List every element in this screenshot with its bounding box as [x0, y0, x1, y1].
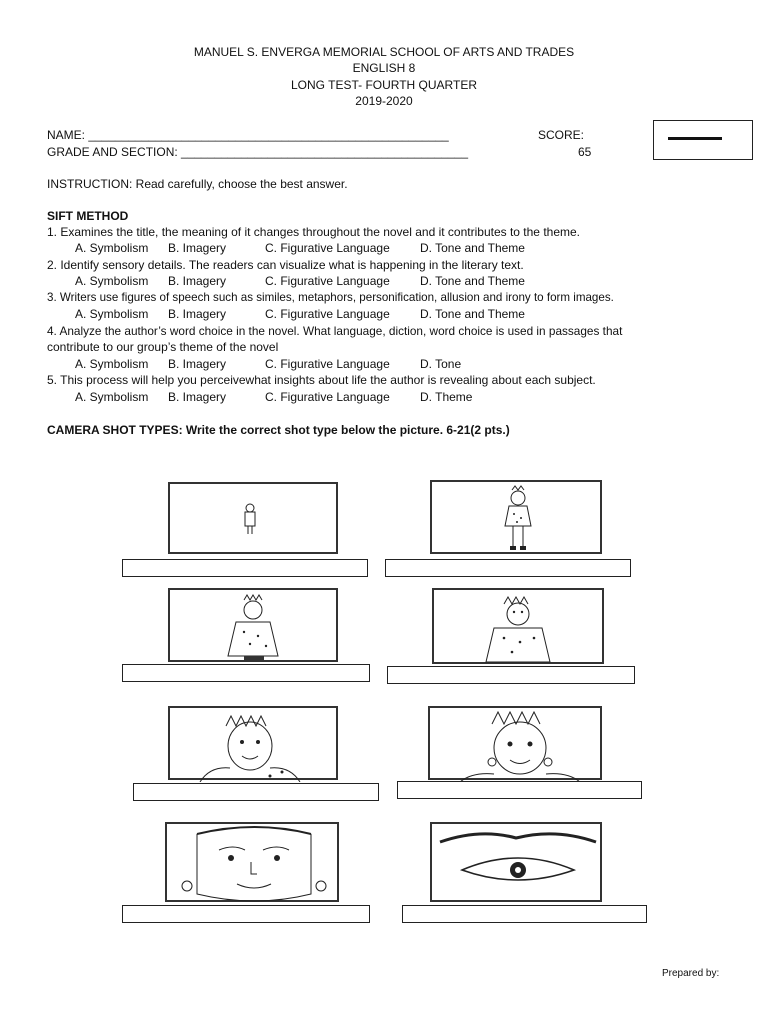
- q5-option-d[interactable]: D. Theme: [420, 390, 473, 404]
- question-4-line-2: contribute to our group’s theme of the novel: [47, 340, 279, 354]
- shot-picture-3: [168, 588, 338, 662]
- medium-shot-drawing: [434, 590, 606, 666]
- q5-option-b[interactable]: B. Imagery: [168, 390, 227, 404]
- q4-option-c[interactable]: C. Figurative Language: [265, 357, 390, 371]
- q3-option-a[interactable]: A. Symbolism: [75, 307, 149, 321]
- school-name: MANUEL S. ENVERGA MEMORIAL SCHOOL OF ARTS AND TRADES: [193, 45, 575, 59]
- question-3: 3. Writers use figures of speech such as similes, metaphors, personification, allusion and irony to form images.: [47, 291, 614, 304]
- q5-option-c[interactable]: C. Figurative Language: [265, 390, 390, 404]
- camera-section-title: [47, 422, 510, 438]
- subject-title: ENGLISH 8: [352, 61, 416, 75]
- q4-option-d[interactable]: D. Tone: [420, 357, 462, 371]
- question-5: 5. This process will help you perceivewhat insights about life the author is revealing about each subject.: [47, 373, 596, 387]
- big-close-up-drawing: [167, 824, 341, 904]
- extreme-long-shot-drawing: [170, 484, 340, 556]
- q4-option-b[interactable]: B. Imagery: [168, 357, 227, 371]
- answer-box-2[interactable]: [385, 559, 631, 577]
- long-shot-drawing: [432, 482, 604, 556]
- answer-box-6[interactable]: [397, 781, 642, 799]
- q3-option-b[interactable]: B. Imagery: [168, 307, 227, 321]
- q5-option-a[interactable]: A. Symbolism: [75, 390, 149, 404]
- shot-picture-7: [165, 822, 339, 902]
- question-1: 1. Examines the title, the meaning of it changes throughout the novel and it contributes to the theme.: [47, 225, 580, 239]
- q3-option-c[interactable]: C. Figurative Language: [265, 307, 390, 321]
- camera-title-rest: Write the correct shot type below the picture. 6-21(2 pts.): [182, 423, 510, 437]
- score-total: 65: [578, 145, 592, 159]
- answer-box-5[interactable]: [133, 783, 379, 801]
- sift-title: SIFT METHOD: [47, 209, 129, 223]
- question-2: 2. Identify sensory details. The readers can visualize what is happening in the literary text.: [47, 258, 524, 272]
- prepared-by-label: Prepared by:: [662, 968, 720, 979]
- close-up-drawing: [430, 708, 604, 782]
- q1-option-d[interactable]: D. Tone and Theme: [420, 241, 525, 255]
- camera-title-bold: CAMERA SHOT TYPES:: [47, 423, 183, 437]
- grade-section-field[interactable]: GRADE AND SECTION: ___________________________________________: [47, 145, 468, 159]
- q1-option-a[interactable]: A. Symbolism: [75, 241, 149, 255]
- instruction-text: INSTRUCTION: Read carefully, choose the best answer.: [47, 177, 348, 191]
- answer-box-8[interactable]: [402, 905, 647, 923]
- question-4-line-1: 4. Analyze the author’s word choice in the novel. What language, diction, word choice is used in passages that: [47, 324, 623, 338]
- score-label: SCORE:: [538, 128, 585, 142]
- name-field[interactable]: NAME: ______________________________________________________: [47, 128, 449, 142]
- school-year: 2019-2020: [355, 94, 413, 108]
- q2-option-a[interactable]: A. Symbolism: [75, 274, 149, 288]
- shot-picture-1: [168, 482, 338, 554]
- shot-picture-6: [428, 706, 602, 780]
- test-title: LONG TEST- FOURTH QUARTER: [290, 78, 478, 92]
- q2-option-b[interactable]: B. Imagery: [168, 274, 227, 288]
- answer-box-4[interactable]: [387, 666, 635, 684]
- shot-picture-4: [432, 588, 604, 664]
- q2-option-c[interactable]: C. Figurative Language: [265, 274, 390, 288]
- q1-option-c[interactable]: C. Figurative Language: [265, 241, 390, 255]
- score-dash: [668, 137, 722, 140]
- shot-picture-5: [168, 706, 338, 780]
- shot-picture-8: [430, 822, 602, 902]
- q3-option-d[interactable]: D. Tone and Theme: [420, 307, 525, 321]
- answer-box-1[interactable]: [122, 559, 368, 577]
- answer-box-7[interactable]: [122, 905, 370, 923]
- extreme-close-up-drawing: [432, 824, 604, 904]
- answer-box-3[interactable]: [122, 664, 370, 682]
- medium-long-shot-drawing: [170, 590, 340, 664]
- q2-option-d[interactable]: D. Tone and Theme: [420, 274, 525, 288]
- shot-picture-2: [430, 480, 602, 554]
- medium-close-up-drawing: [170, 708, 340, 782]
- score-box[interactable]: [653, 120, 753, 160]
- q1-option-b[interactable]: B. Imagery: [168, 241, 227, 255]
- q4-option-a[interactable]: A. Symbolism: [75, 357, 149, 371]
